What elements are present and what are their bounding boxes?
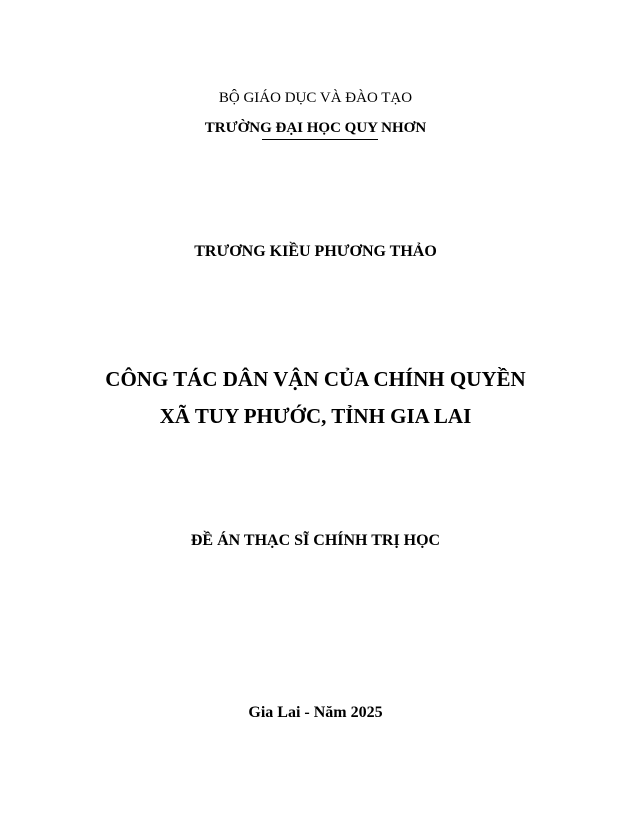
thesis-title-line-2: XÃ TUY PHƯỚC, TỈNH GIA LAI xyxy=(159,404,472,428)
university-name-wrapper xyxy=(205,120,426,137)
thesis-title-line-1: CÔNG TÁC DÂN VẬN CỦA CHÍNH QUYỀN xyxy=(105,367,526,391)
university-block xyxy=(0,119,631,137)
university-name: TRƯỜNG ĐẠI HỌC QUY NHƠN xyxy=(204,120,427,136)
author-name: TRƯƠNG KIỀU PHƯƠNG THẢO xyxy=(194,243,437,260)
university-underline xyxy=(262,139,378,140)
degree-label: ĐỀ ÁN THẠC SĨ CHÍNH TRỊ HỌC xyxy=(190,532,441,549)
place-and-year: Gia Lai - Năm 2025 xyxy=(248,704,383,721)
ministry-name: BỘ GIÁO DỤC VÀ ĐÀO TẠO xyxy=(218,90,413,106)
